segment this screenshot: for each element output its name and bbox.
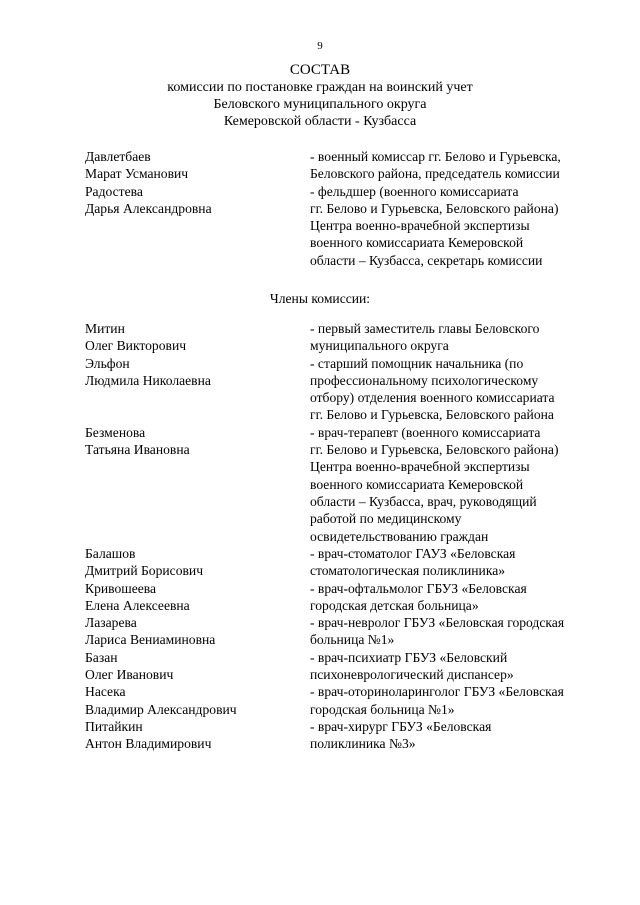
title-line: Беловского муниципального округа (213, 97, 427, 112)
given-name: Татьяна Ивановна (85, 442, 190, 458)
given-name: Елена Алексеевна (85, 597, 190, 613)
role-line: Центра военно-врачебной экспертизы (310, 218, 530, 234)
role-line: - военный комиссар гг. Белово и Гурьевска, (310, 149, 561, 164)
role-line: профессиональному психологическому (310, 372, 539, 388)
role-line: - врач-хирург ГБУЗ «Беловская (310, 718, 492, 734)
given-name: Олег Иванович (85, 666, 174, 682)
role-line: - врач-стоматолог ГАУЗ «Беловская (310, 545, 516, 561)
role-line: - врач-оториноларинголог ГБУЗ «Беловская (310, 684, 564, 700)
person-name (85, 718, 300, 753)
person-name (85, 614, 300, 649)
person-role (310, 424, 630, 545)
person-name (85, 683, 300, 718)
person-name (85, 355, 300, 390)
person-role (310, 649, 630, 684)
person-role (310, 545, 630, 580)
role-line: больница №1» (310, 632, 395, 648)
surname: Эльфон (85, 355, 130, 371)
person-role (310, 614, 630, 649)
surname: Митин (85, 321, 125, 336)
role-line: Беловского района, председатель комиссии (310, 166, 560, 182)
person-role (310, 320, 630, 355)
role-line: - старший помощник начальника (по (310, 355, 524, 371)
person-role (310, 355, 630, 424)
given-name: Марат Усманович (85, 166, 189, 182)
given-name: Дмитрий Борисович (85, 563, 204, 579)
role-line: Центра военно-врачебной экспертизы (310, 459, 530, 475)
role-line: гг. Белово и Гурьевска, Беловского района (310, 407, 554, 423)
given-name: Антон Владимирович (85, 736, 212, 752)
page-number: 9 (317, 40, 323, 52)
role-line: - фельдшер (военного комиссариата (310, 183, 519, 199)
document-title (0, 62, 640, 130)
title-line: Кемеровской области - Кузбасса (223, 114, 417, 129)
given-name: Олег Викторович (85, 338, 187, 354)
given-name: Дарья Александровна (85, 200, 212, 216)
surname: Кривошеева (85, 580, 157, 596)
role-line: отбору) отделения военного комиссариата (310, 390, 555, 406)
person-role (310, 718, 630, 753)
surname: Радостева (85, 183, 143, 199)
person-name (85, 649, 300, 684)
role-line: муниципального округа (310, 338, 449, 354)
role-line: городская детская больница» (310, 597, 479, 613)
title-line: комиссии по постановке граждан на воинский учет (167, 80, 473, 95)
person-name (85, 424, 300, 459)
given-name: Лариса Вениаминовна (85, 632, 216, 648)
surname: Балашов (85, 545, 136, 561)
person-role (310, 148, 630, 183)
surname: Питайкин (85, 718, 143, 734)
role-line: военного комиссариата Кемеровской (310, 476, 524, 492)
person-name (85, 148, 300, 183)
person-name (85, 183, 300, 218)
role-line: - врач-психиатр ГБУЗ «Беловский (310, 649, 508, 665)
title-main: СОСТАВ (289, 62, 351, 78)
role-line: военного комиссариата Кемеровской (310, 235, 524, 251)
person-role (310, 683, 630, 718)
role-line: поликлиника №3» (310, 736, 416, 752)
person-role (310, 183, 630, 269)
role-line: области – Кузбасса, секретарь комиссии (310, 252, 543, 268)
role-line: - врач-невролог ГБУЗ «Беловская городская (310, 615, 565, 631)
person-name (85, 545, 300, 580)
role-line: городская больница №1» (310, 701, 455, 717)
person-name (85, 320, 300, 355)
given-name: Людмила Николаевна (85, 372, 211, 388)
surname: Лазарева (85, 615, 137, 631)
role-line: освидетельствованию граждан (310, 528, 489, 544)
role-line: области – Кузбасса, врач, руководящий (310, 493, 537, 509)
role-line: работой по медицинскому (310, 511, 462, 527)
members-heading: Члены комиссии: (269, 291, 371, 306)
role-line: стоматологическая поликлиника» (310, 563, 506, 579)
role-line: - врач-терапевт (военного комиссариата (310, 424, 541, 440)
surname: Безменова (85, 424, 146, 440)
role-line: - первый заместитель главы Беловского (310, 321, 540, 336)
role-line: психоневрологический диспансер» (310, 666, 514, 682)
surname: Базан (85, 649, 118, 665)
role-line: - врач-офтальмолог ГБУЗ «Беловская (310, 580, 527, 596)
person-name (85, 580, 300, 615)
person-role (310, 580, 630, 615)
surname: Насека (85, 684, 126, 700)
role-line: гг. Белово и Гурьевска, Беловского района) (310, 442, 559, 458)
role-line: гг. Белово и Гурьевска, Беловского района) (310, 200, 559, 216)
given-name: Владимир Александрович (85, 701, 237, 717)
surname: Давлетбаев (85, 149, 151, 164)
